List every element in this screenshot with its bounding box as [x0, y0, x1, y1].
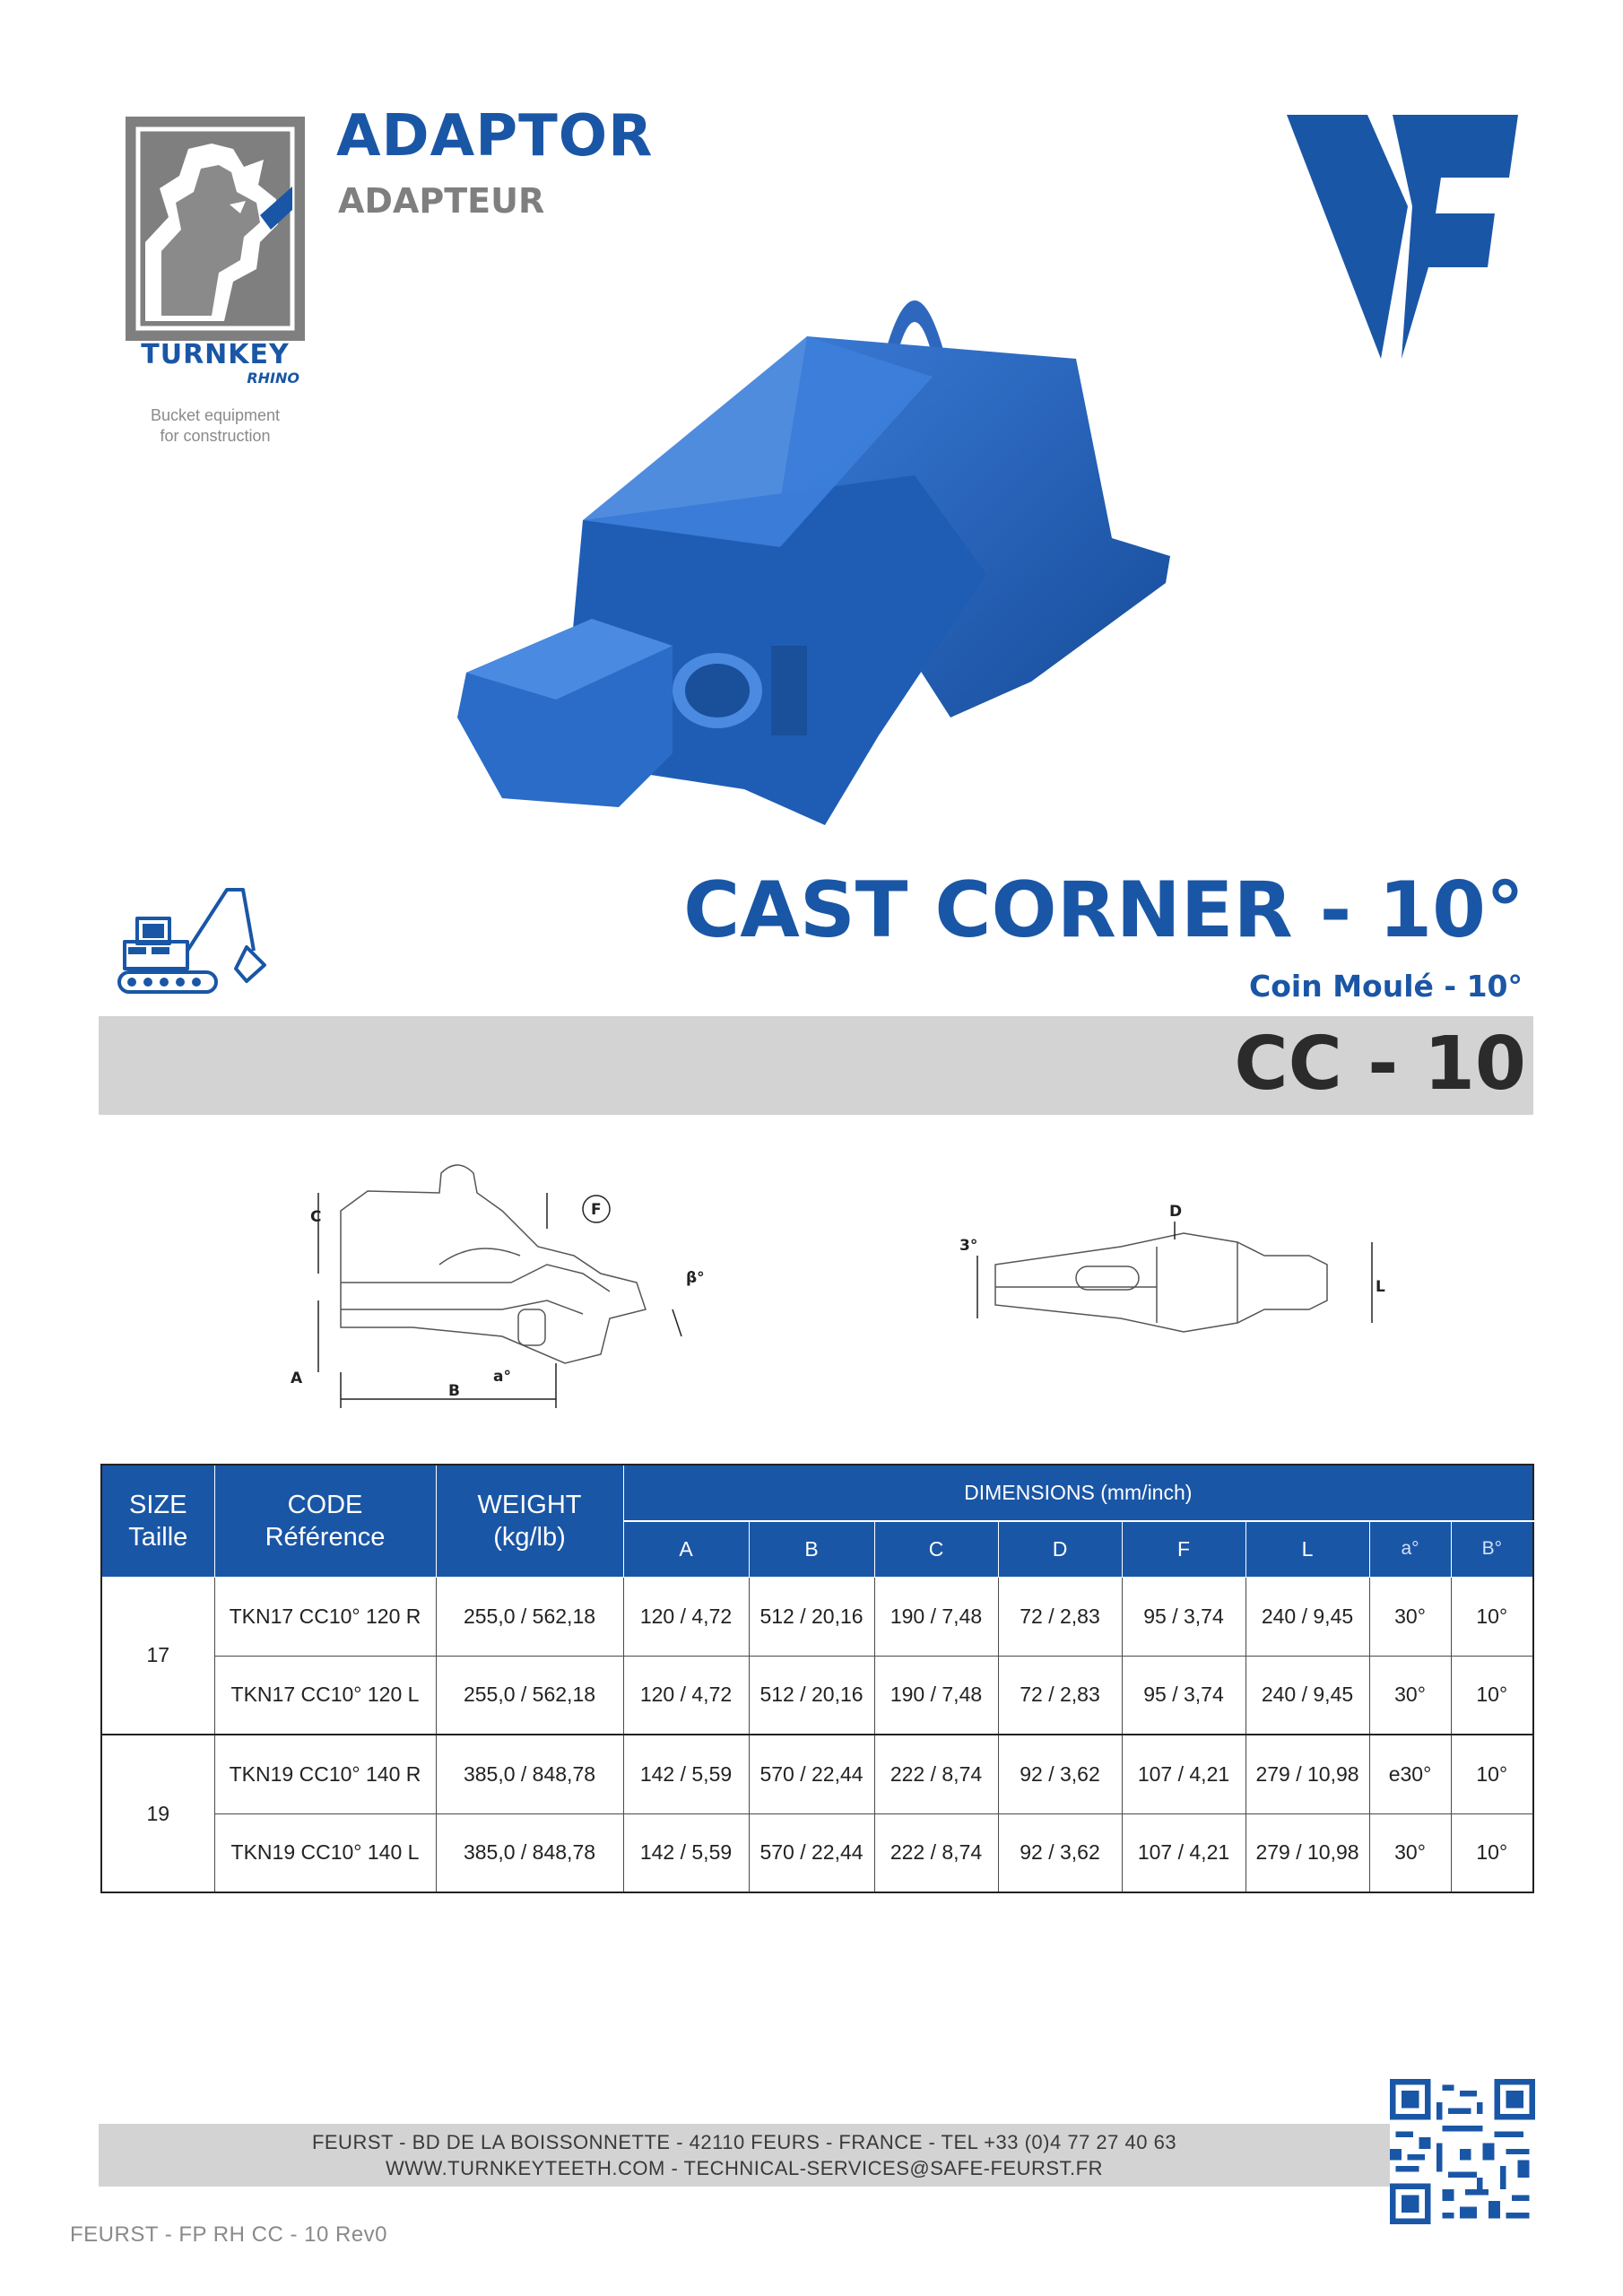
dim-alpha-cell: 30° [1369, 1577, 1451, 1656]
cast-corner-adaptor-icon [448, 251, 1202, 861]
dim-d-cell: 72 / 2,83 [998, 1656, 1122, 1735]
header-dim-b: B [749, 1521, 874, 1578]
product-image [448, 251, 1202, 861]
dim-b-cell: 512 / 20,16 [749, 1577, 874, 1656]
header-code [214, 1465, 436, 1577]
dim-a-cell: 142 / 5,59 [623, 1813, 749, 1892]
dim-l-cell: 279 / 10,98 [1245, 1735, 1369, 1813]
header-size [101, 1465, 214, 1577]
code-cell: TKN17 CC10° 120 R [214, 1577, 436, 1656]
table-row [101, 1813, 1533, 1892]
dim-d-cell: 72 / 2,83 [998, 1577, 1122, 1656]
spec-table [100, 1464, 1534, 1893]
header-dim-a: A [623, 1521, 749, 1578]
qr-code [1390, 2079, 1535, 2224]
header-dim-d: D [998, 1521, 1122, 1578]
drawing-top-view [942, 1193, 1390, 1372]
footer-band [99, 2124, 1390, 2187]
table-row [101, 1656, 1533, 1735]
header-code-en: CODE [287, 1490, 363, 1519]
dim-c-cell: 222 / 8,74 [874, 1735, 998, 1813]
dim-c-cell: 190 / 7,48 [874, 1656, 998, 1735]
header-weight-en: WEIGHT [477, 1490, 582, 1519]
turnkey-rhino-logo [126, 117, 305, 341]
brand-name: TURNKEY [141, 339, 290, 370]
header-dim-beta: B° [1451, 1521, 1533, 1578]
dim-label-angle: 3° [959, 1237, 978, 1255]
brand-tagline [99, 405, 332, 447]
header-dim-alpha: a° [1369, 1521, 1451, 1578]
feurst-logo [1287, 99, 1520, 359]
dim-label-d: D [1169, 1203, 1183, 1221]
dim-l-cell: 279 / 10,98 [1245, 1813, 1369, 1892]
dim-f-cell: 95 / 3,74 [1122, 1577, 1245, 1656]
code-cell: TKN17 CC10° 120 L [214, 1656, 436, 1735]
size-cell: 19 [101, 1735, 214, 1892]
brand-sub: RHINO [247, 370, 299, 387]
footer-address: FEURST - BD DE LA BOISSONNETTE - 42110 FEURS - FRANCE - TEL +33 (0)4 77 27 40 63 [311, 2131, 1177, 2153]
weight-cell: 385,0 / 848,78 [436, 1735, 623, 1813]
qr-code-icon [1390, 2079, 1535, 2224]
weight-cell: 255,0 / 562,18 [436, 1656, 623, 1735]
rhino-head-icon [126, 117, 305, 341]
header-dimensions: DIMENSIONS (mm/inch) [623, 1465, 1533, 1521]
product-title: CAST CORNER - 10° [683, 865, 1524, 955]
excavator-icon [112, 879, 269, 1004]
dim-c-cell: 190 / 7,48 [874, 1577, 998, 1656]
dim-alpha-cell: e30° [1369, 1735, 1451, 1813]
header-dim-c: C [874, 1521, 998, 1578]
dim-l-cell: 240 / 9,45 [1245, 1656, 1369, 1735]
dim-label-c: C [310, 1208, 322, 1226]
vf-logo-icon [1287, 99, 1520, 359]
dim-beta-cell: 10° [1451, 1813, 1533, 1892]
table-row [101, 1735, 1533, 1813]
dim-b-cell: 512 / 20,16 [749, 1656, 874, 1735]
table-row [101, 1577, 1533, 1656]
dim-alpha-cell: 30° [1369, 1813, 1451, 1892]
reference-band [99, 1016, 1533, 1115]
header-dim-f: F [1122, 1521, 1245, 1578]
dim-beta-cell: 10° [1451, 1735, 1533, 1813]
footer-web-email[interactable]: WWW.TURNKEYTEETH.COM - TECHNICAL-SERVICES@SAFE-FEURST.FR [385, 2157, 1103, 2179]
dim-label-beta: β° [686, 1269, 705, 1287]
dim-a-cell: 142 / 5,59 [623, 1735, 749, 1813]
product-subtitle: Coin Moulé - 10° [1249, 969, 1523, 1004]
dim-d-cell: 92 / 3,62 [998, 1813, 1122, 1892]
page-title: ADAPTOR [336, 103, 654, 170]
dim-f-cell: 95 / 3,74 [1122, 1656, 1245, 1735]
weight-cell: 255,0 / 562,18 [436, 1577, 623, 1656]
dim-label-b: B [448, 1382, 460, 1400]
header-size-en: SIZE [129, 1490, 187, 1519]
dim-b-cell: 570 / 22,44 [749, 1813, 874, 1892]
header-weight [436, 1465, 623, 1577]
header-size-fr: Taille [128, 1522, 188, 1552]
dim-beta-cell: 10° [1451, 1656, 1533, 1735]
tagline-line-1: Bucket equipment [150, 406, 281, 424]
dim-c-cell: 222 / 8,74 [874, 1813, 998, 1892]
dim-b-cell: 570 / 22,44 [749, 1735, 874, 1813]
header-weight-unit: (kg/lb) [493, 1522, 566, 1552]
dim-f-cell: 107 / 4,21 [1122, 1735, 1245, 1813]
dim-a-cell: 120 / 4,72 [623, 1656, 749, 1735]
dim-a-cell: 120 / 4,72 [623, 1577, 749, 1656]
header-code-fr: Référence [265, 1522, 386, 1552]
dim-l-cell: 240 / 9,45 [1245, 1577, 1369, 1656]
dim-beta-cell: 10° [1451, 1577, 1533, 1656]
code-cell: TKN19 CC10° 140 R [214, 1735, 436, 1813]
dim-alpha-cell: 30° [1369, 1656, 1451, 1735]
code-cell: TKN19 CC10° 140 L [214, 1813, 436, 1892]
product-reference: CC - 10 [1234, 1022, 1526, 1107]
tagline-line-2: for construction [160, 427, 271, 445]
size-cell: 17 [101, 1577, 214, 1735]
weight-cell: 385,0 / 848,78 [436, 1813, 623, 1892]
page-subtitle: ADAPTEUR [338, 181, 545, 221]
dim-label-a: A [291, 1370, 303, 1387]
dim-label-f: F [591, 1201, 602, 1219]
dim-f-cell: 107 / 4,21 [1122, 1813, 1245, 1892]
header-dim-l: L [1245, 1521, 1369, 1578]
dim-label-alpha: a° [493, 1368, 511, 1386]
document-reference: FEURST - FP RH CC - 10 Rev0 [70, 2222, 388, 2247]
dim-label-l: L [1376, 1278, 1385, 1296]
drawing-side-view [278, 1157, 726, 1417]
dim-d-cell: 92 / 3,62 [998, 1735, 1122, 1813]
